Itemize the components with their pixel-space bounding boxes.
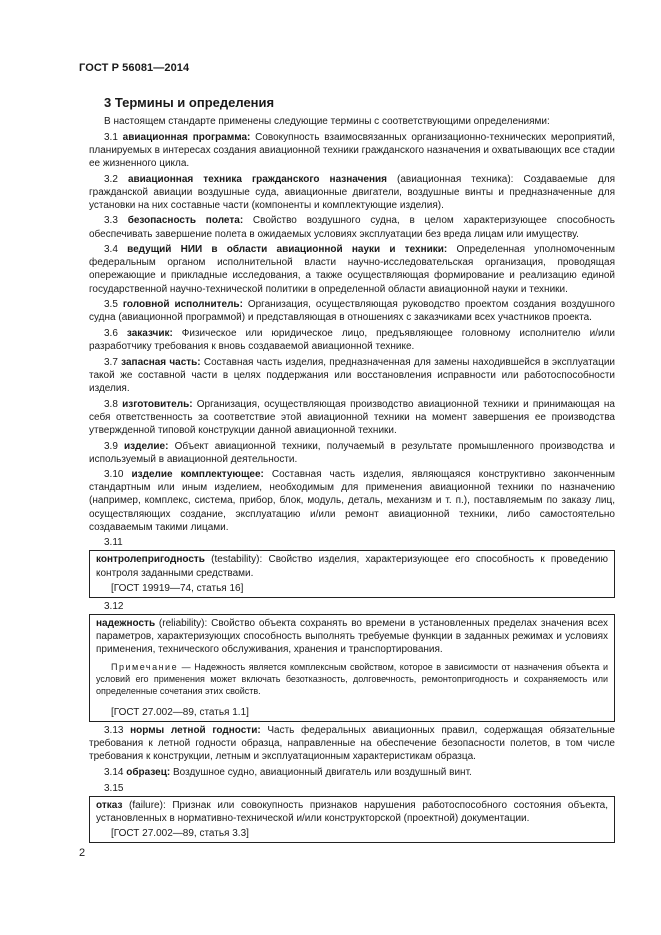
term-definition: Определенная уполномоченным федеральным органом исполнительной власти научно-исследовательская организация, проводящая опережающие и прикладные исследования, а также осуществляющая формирование и реализацию единой государственной научно-технической политики в определенной области авиационной науки и техники. <box>89 244 615 295</box>
term-3-12-box <box>89 614 615 722</box>
term-3-5 <box>89 298 615 324</box>
term-definition: (testability): Свойство изделия, характеризующее его способность к проведению контроля заданными средствами. <box>96 554 608 579</box>
term-definition: Часть федеральных авиационных правил, содержащая обязательные требования к летной годности образца, направленные на обеспечение безопасности полетов, в том числе требования к конструкции, летным и эксплуатационным характеристикам образца. <box>89 725 615 763</box>
term-definition: Воздушное судно, авиационный двигатель или воздушный винт. <box>170 767 472 779</box>
term-number: 3.3 <box>104 215 118 227</box>
term-source: [ГОСТ 27.002—89, статья 3.3] <box>111 828 249 840</box>
term-3-14 <box>89 766 615 779</box>
term-title: заказчик: <box>126 327 173 339</box>
term-number: 3.12 <box>104 600 124 612</box>
section-body <box>89 115 615 845</box>
section-title: 3 Термины и определения <box>104 95 275 110</box>
intro-paragraph: В настоящем стандарте применены следующие термины с соответствующими определениями: <box>104 116 550 127</box>
term-source: [ГОСТ 19919—74, статья 16] <box>111 582 244 594</box>
term-3-15-box <box>89 796 615 843</box>
term-3-6 <box>89 327 615 353</box>
term-number: 3.11 <box>104 537 123 549</box>
term-title: изделие комплектующее: <box>131 469 264 481</box>
term-definition: Совокупность взаимосвязанных организационно-технических мероприятий, планируемых в интересах создания авиационной техники гражданского назначения и охватывающих все стадии ее жизненного цикла. <box>89 131 615 169</box>
term-title: контролепригодность <box>96 554 205 566</box>
term-3-15 <box>96 799 608 825</box>
term-number: 3.6 <box>104 327 118 339</box>
term-title: нормы летной годности: <box>130 725 261 737</box>
term-definition: Организация, осуществляющая руководство проектом создания воздушного судна (авиационной программой) и представляющая в отношениях с заказчиками всех участников проекта. <box>89 299 615 324</box>
term-3-7 <box>89 356 615 395</box>
term-number: 3.7 <box>104 356 118 368</box>
term-title: надежность <box>96 617 156 629</box>
term-definition: Физическое или юридическое лицо, предъявляющее головному исполнителю и/или разработчику требования к вновь создаваемой авиационной технике. <box>89 327 615 353</box>
term-source: [ГОСТ 27.002—89, статья 1.1] <box>111 707 249 719</box>
term-number: 3.9 <box>104 440 118 452</box>
term-definition: Свойство воздушного судна, в целом характеризующее способность обеспечивать завершение полета в ожидаемых условиях эксплуатации без вреда лицам или имуществу. <box>89 215 615 240</box>
term-number: 3.15 <box>104 782 124 794</box>
term-3-11 <box>96 553 608 579</box>
term-number: 3.14 <box>104 767 124 779</box>
term-title: ведущий НИИ в области авиационной науки и техники: <box>127 244 448 256</box>
term-title: авиационная техника гражданского назначения <box>127 173 387 185</box>
term-note <box>96 661 608 697</box>
term-number: 3.4 <box>104 244 118 256</box>
term-number: 3.8 <box>104 398 118 410</box>
term-definition: Составная часть изделия, являющаяся конструктивно законченным стандартным или иным изделием, необходимым для применения авиационной техники по назначению (например, комплекс, система, прибор, блок, модуль, деталь, механизм и т. п.), поставляемым по заказу лиц, осуществляющих создание, эксплуатацию и/или ремонт авиационной техники, либо самостоятельно создаваемым такими лицами. <box>89 469 615 533</box>
term-definition: Составная часть изделия, предназначенная для замены находившейся в эксплуатации такой же составной части в целях поддержания или восстановления исправности или работоспособности изделия. <box>89 356 615 394</box>
term-title: безопасность полета: <box>127 215 244 227</box>
term-number: 3.2 <box>104 173 118 185</box>
term-3-12 <box>96 617 608 656</box>
term-title: изделие: <box>124 440 169 452</box>
term-3-9 <box>89 440 615 466</box>
term-title: изготовитель: <box>122 398 193 410</box>
term-3-13 <box>89 724 615 763</box>
term-number: 3.10 <box>104 469 124 481</box>
document-code-header: ГОСТ Р 56081—2014 <box>79 62 190 74</box>
term-3-2 <box>89 173 615 212</box>
term-title: запасная часть: <box>121 356 201 368</box>
term-definition: Объект авиационной техники, получаемый в результате промышленного производства и используемый в авиационной деятельности. <box>89 440 616 465</box>
term-number: 3.1 <box>104 131 118 143</box>
page-number: 2 <box>79 847 86 859</box>
term-title: отказ <box>96 799 123 811</box>
term-number: 3.5 <box>104 299 118 311</box>
term-number: 3.13 <box>104 725 124 737</box>
note-label: Примечание <box>111 662 179 673</box>
term-3-4 <box>89 243 615 295</box>
term-3-1 <box>89 131 615 170</box>
term-3-10 <box>89 468 615 533</box>
term-3-8 <box>89 398 615 437</box>
term-definition: (авиационная техника): Создаваемые для гражданской авиации воздушные суда, авиационные двигатели, воздушные винты и предназначенные для установки на них составные части (компоненты и комплектующие изделия). <box>89 173 615 211</box>
term-definition: (reliability): Свойство объекта сохранять во времени в установленных пределах значения всех параметров, характеризующих способность выполнять требуемые функции в заданных режимах и условиях применения, технического обслуживания, хранения и транспортирования. <box>96 617 608 655</box>
term-title: авиационная программа: <box>122 131 251 143</box>
term-definition: (failure): Признак или совокупность признаков нарушения работоспособного состояния объекта, установленных в нормативно-технической и/или конструкторской (проектной) документации. <box>96 799 608 824</box>
term-definition: Организация, осуществляющая производство авиационной техники и принимающая на себя ответственность за соответствие этой авиационной техники на момент завершения ее производства утвержденной типовой конструкции данной авиационной техники. <box>89 398 615 436</box>
term-title: образец: <box>126 767 171 779</box>
term-3-11-box <box>89 550 615 597</box>
term-title: головной исполнитель: <box>122 299 243 311</box>
note-text: — Надежность является комплексным свойством, которое в зависимости от назначения объекта и условий его применения может включать безотказность, долговечность, ремонтопригодность и сохраняемость или определенные сочетания этих свойств. <box>96 662 608 697</box>
term-3-3 <box>89 214 615 240</box>
